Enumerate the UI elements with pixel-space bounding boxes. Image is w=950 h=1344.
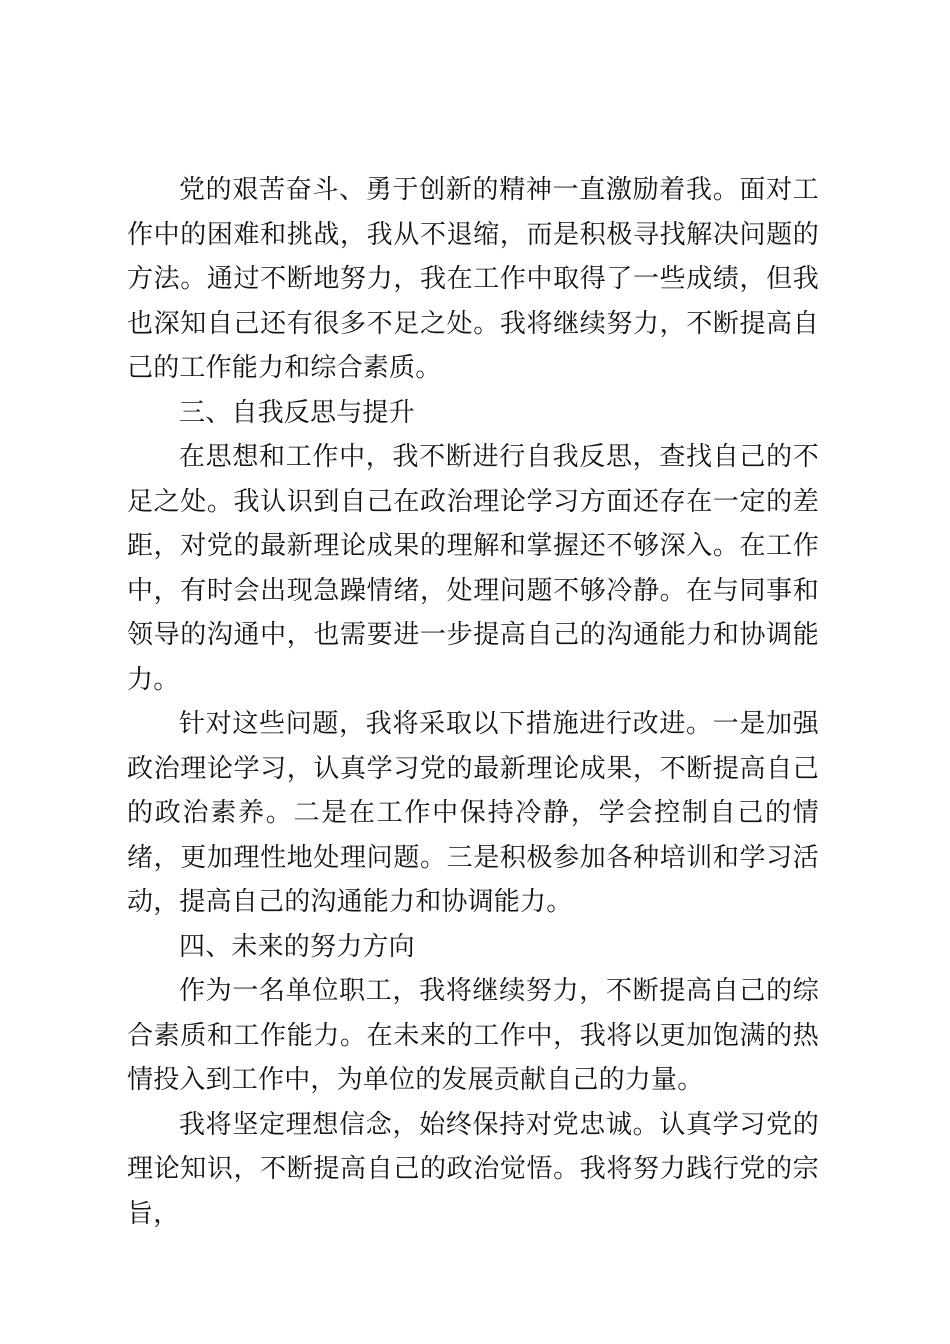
section-heading: 三、自我反思与提升 [179, 397, 415, 428]
paragraph: 针对这些问题，我将采取以下措施进行改进。一是加强政治理论学习，认真学习党的最新理论成果，不断提高自己的政治素养。二是在工作中保持冷静，学会控制自己的情绪，更加理性地处理问题。三是积极参加各种培训和学习活动，提高自己的沟通能力和协调能力。 [127, 709, 819, 917]
paragraph: 党的艰苦奋斗、勇于创新的精神一直激励着我。面对工作中的困难和挑战，我从不退缩，而是积极寻找解决问题的方法。通过不断地努力，我在工作中取得了一些成绩，但我也深知自己还有很多不足之处。我将继续努力，不断提高自己的工作能力和综合素质。 [127, 175, 819, 383]
document-body [127, 168, 819, 1236]
paragraph: 在思想和工作中，我不断进行自我反思，查找自己的不足之处。我认识到自己在政治理论学习方面还存在一定的差距，对党的最新理论成果的理解和掌握还不够深入。在工作中，有时会出现急躁情绪，处理问题不够冷静。在与同事和领导的沟通中，也需要进一步提高自己的沟通能力和协调能力。 [127, 442, 819, 695]
paragraph: 我将坚定理想信念，始终保持对党忠诚。认真学习党的理论知识，不断提高自己的政治觉悟。我将努力践行党的宗旨， [127, 1109, 819, 1229]
section-heading: 四、未来的努力方向 [179, 931, 415, 962]
paragraph: 作为一名单位职工，我将继续努力，不断提高自己的综合素质和工作能力。在未来的工作中，我将以更加饱满的热情投入到工作中，为单位的发展贡献自己的力量。 [127, 976, 819, 1095]
